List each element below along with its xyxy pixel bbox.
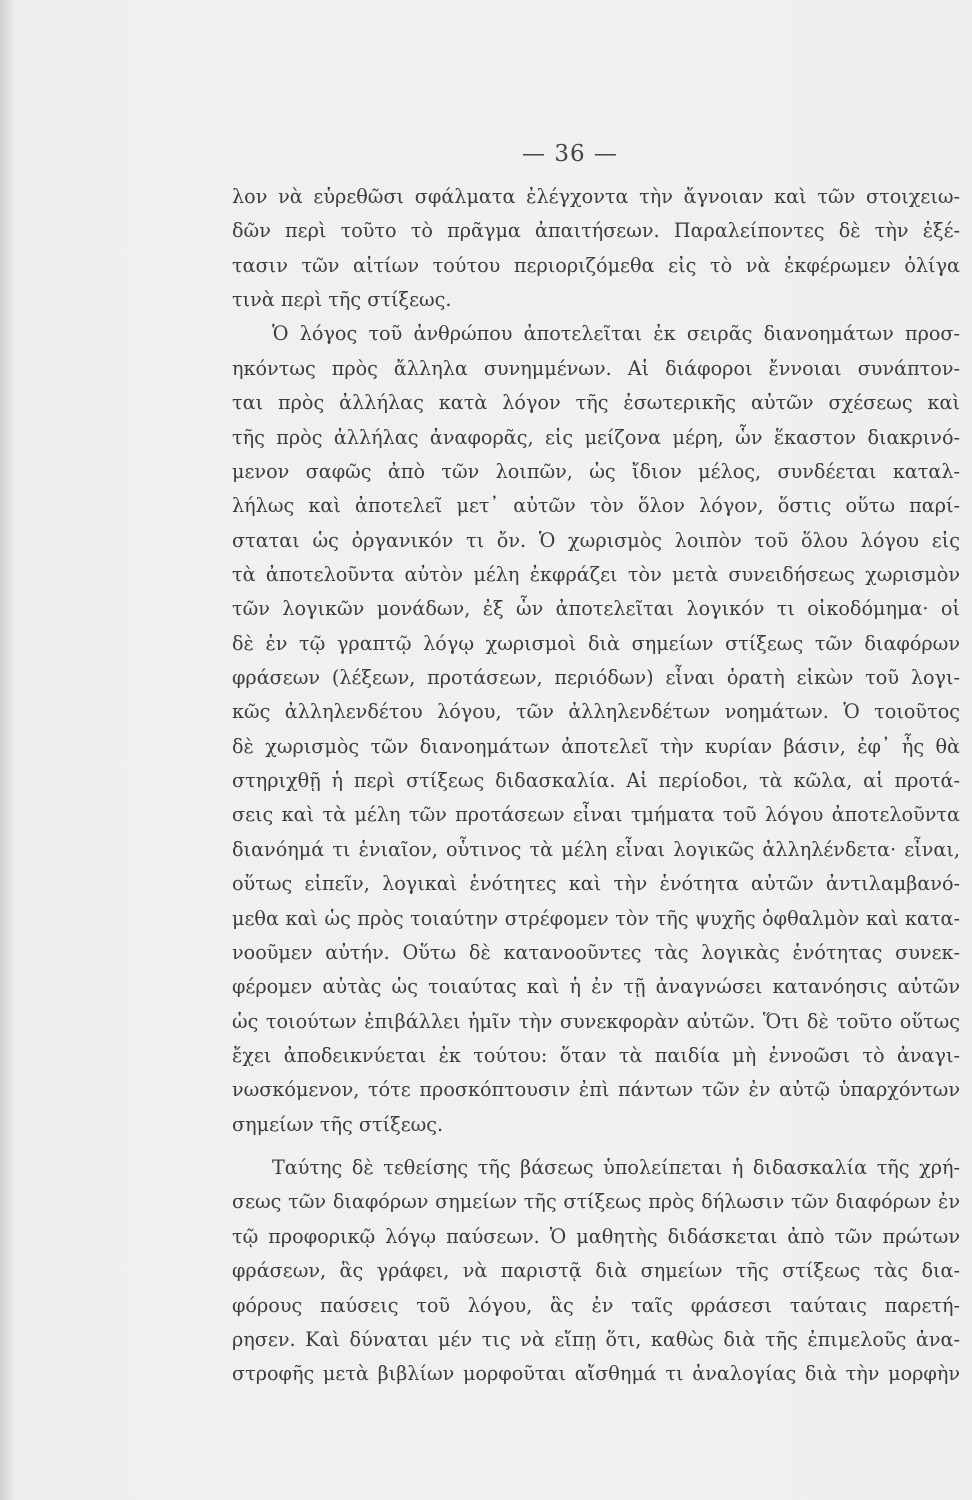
text-line: τῆς πρὸς ἀλλήλας ἀναφορᾶς, εἰς μείζονα μέρη, ὧν ἕκαστον διακρινό- bbox=[232, 425, 960, 449]
text-line: δὲ χωρισμὸς τῶν διανοημάτων ἀποτελεῖ τὴν κυρίαν βάσιν, ἐφ᾽ ἧς θὰ bbox=[232, 734, 960, 758]
text-line: λήλως καὶ ἀποτελεῖ μετ᾽ αὐτῶν τὸν ὅλον λόγον, ὅστις οὕτω παρί- bbox=[232, 494, 960, 518]
text-line: ρησεν. Καὶ δύναται μέν τις νὰ εἴπῃ ὅτι, καθὼς διὰ τῆς ἐπιμελοῦς ἀνα- bbox=[232, 1327, 960, 1351]
text-line: δῶν περὶ τοῦτο τὸ πρᾶγμα ἀπαιτήσεων. Παραλείποντες δὲ τὴν ἐξέ- bbox=[232, 219, 960, 243]
paragraph-gap bbox=[232, 1142, 960, 1151]
text-line: Ὁ λόγος τοῦ ἀνθρώπου ἀποτελεῖται ἐκ σειρᾶς διανοημάτων προσ- bbox=[272, 322, 960, 346]
text-line: ται πρὸς ἀλλήλας κατὰ λόγον τῆς ἐσωτερικῆς αὐτῶν σχέσεως καὶ bbox=[232, 391, 960, 415]
text-line: φράσεων, ἃς γράφει, νὰ παριστᾷ διὰ σημείων τῆς στίξεως τὰς δια- bbox=[232, 1259, 960, 1283]
text-line: ὡς τοιούτων ἐπιβάλλει ἡμῖν τὴν συνεκφορὰν αὐτῶν. Ὅτι δὲ τοῦτο οὕτως bbox=[232, 1009, 960, 1033]
text-line: τῷ προφορικῷ λόγῳ παύσεων. Ὁ μαθητὴς διδάσκεται ἀπὸ τῶν πρώτων bbox=[232, 1224, 960, 1248]
text-line: ἔχει ἀποδεικνύεται ἐκ τούτου: ὅταν τὰ παιδία μὴ ἐννοῶσι τὸ ἀναγι- bbox=[232, 1043, 960, 1067]
text-line: νωσκόμενον, τότε προσκόπτουσιν ἐπὶ πάντων τῶν ἐν αὐτῷ ὑπαρχόντων bbox=[232, 1078, 960, 1102]
text-line: οὕτως εἰπεῖν, λογικαὶ ἑνότητες καὶ τὴν ἑνότητα αὐτῶν ἀντιλαμβανό- bbox=[232, 872, 960, 896]
text-line: φέρομεν αὐτὰς ὡς τοιαύτας καὶ ἡ ἐν τῇ ἀναγνώσει κατανόησις αὐτῶν bbox=[232, 975, 960, 999]
binding-shadow bbox=[0, 0, 14, 1500]
text-line: Ταύτης δὲ τεθείσης τῆς βάσεως ὑπολείπεται ἡ διδασκαλία τῆς χρή- bbox=[272, 1156, 960, 1180]
paragraph-2 bbox=[232, 317, 960, 1142]
text-line: σεως τῶν διαφόρων σημείων τῆς στίξεως πρὸς δήλωσιν τῶν διαφόρων ἐν bbox=[232, 1190, 960, 1214]
text-line: στροφῆς μετὰ βιβλίων μορφοῦται αἴσθημά τι ἀναλογίας διὰ τὴν μορφὴν bbox=[232, 1362, 960, 1386]
text-line: δὲ ἐν τῷ γραπτῷ λόγῳ χωρισμοὶ διὰ σημείων στίξεως τῶν διαφόρων bbox=[232, 631, 960, 655]
body-text bbox=[232, 180, 960, 1392]
text-line: σημείων τῆς στίξεως. bbox=[232, 1112, 444, 1136]
text-line: τὰ ἀποτελοῦντα αὐτὸν μέλη ἐκφράζει τὸν μετὰ συνειδήσεως χωρισμὸν bbox=[232, 562, 960, 586]
paragraph-1 bbox=[232, 180, 960, 317]
text-line: νοοῦμεν αὐτήν. Οὕτω δὲ κατανοοῦντες τὰς λογικὰς ἑνότητας συνεκ- bbox=[232, 940, 960, 964]
text-line: τινὰ περὶ τῆς στίξεως. bbox=[232, 288, 452, 312]
text-line: τασιν τῶν αἰτίων τούτου περιοριζόμεθα εἰς τὸ νὰ ἐκφέρωμεν ὀλίγα bbox=[232, 253, 960, 277]
text-line: στηριχθῇ ἡ περὶ στίξεως διδασκαλία. Αἱ περίοδοι, τὰ κῶλα, αἱ προτά- bbox=[232, 769, 960, 793]
text-line: μενον σαφῶς ἀπὸ τῶν λοιπῶν, ὡς ἴδιον μέλος, συνδέεται καταλ- bbox=[232, 459, 960, 483]
text-line: τῶν λογικῶν μονάδων, ἐξ ὧν ἀποτελεῖται λογικόν τι οἰκοδόμημα· οἱ bbox=[232, 597, 960, 621]
text-line: φόρους παύσεις τοῦ λόγου, ἃς ἐν ταῖς φράσεσι ταύταις παρετή- bbox=[232, 1293, 960, 1317]
text-line: λον νὰ εὑρεθῶσι σφάλματα ἐλέγχοντα τὴν ἄγνοιαν καὶ τῶν στοιχειω- bbox=[232, 185, 960, 208]
text-line: ηκόντως πρὸς ἄλληλα συνημμένων. Αἱ διάφοροι ἔννοιαι συνάπτον- bbox=[232, 356, 960, 380]
text-line: κῶς ἀλληλενδέτου λόγου, τῶν ἀλληλενδέτων νοημάτων. Ὁ τοιοῦτος bbox=[232, 700, 960, 724]
text-line: σταται ὡς ὀργανικόν τι ὄν. Ὁ χωρισμὸς λοιπὸν τοῦ ὅλου λόγου εἰς bbox=[232, 528, 960, 552]
text-line: σεις καὶ τὰ μέλη τῶν προτάσεων εἶναι τμήματα τοῦ λόγου ἀποτελοῦντα bbox=[232, 803, 960, 827]
page-number: — 36 — bbox=[522, 141, 618, 167]
text-line: φράσεων (λέξεων, προτάσεων, περιόδων) εἶναι ὁρατὴ εἰκὼν τοῦ λογι- bbox=[232, 666, 960, 690]
text-line: μεθα καὶ ὡς πρὸς τοιαύτην στρέφομεν τὸν τῆς ψυχῆς ὀφθαλμὸν καὶ κατα- bbox=[232, 906, 960, 930]
text-line: διανόημά τι ἑνιαῖον, οὗτινος τὰ μέλη εἶναι λογικῶς ἀλληλένδετα· εἶναι, bbox=[232, 837, 960, 861]
paragraph-3 bbox=[232, 1151, 960, 1392]
